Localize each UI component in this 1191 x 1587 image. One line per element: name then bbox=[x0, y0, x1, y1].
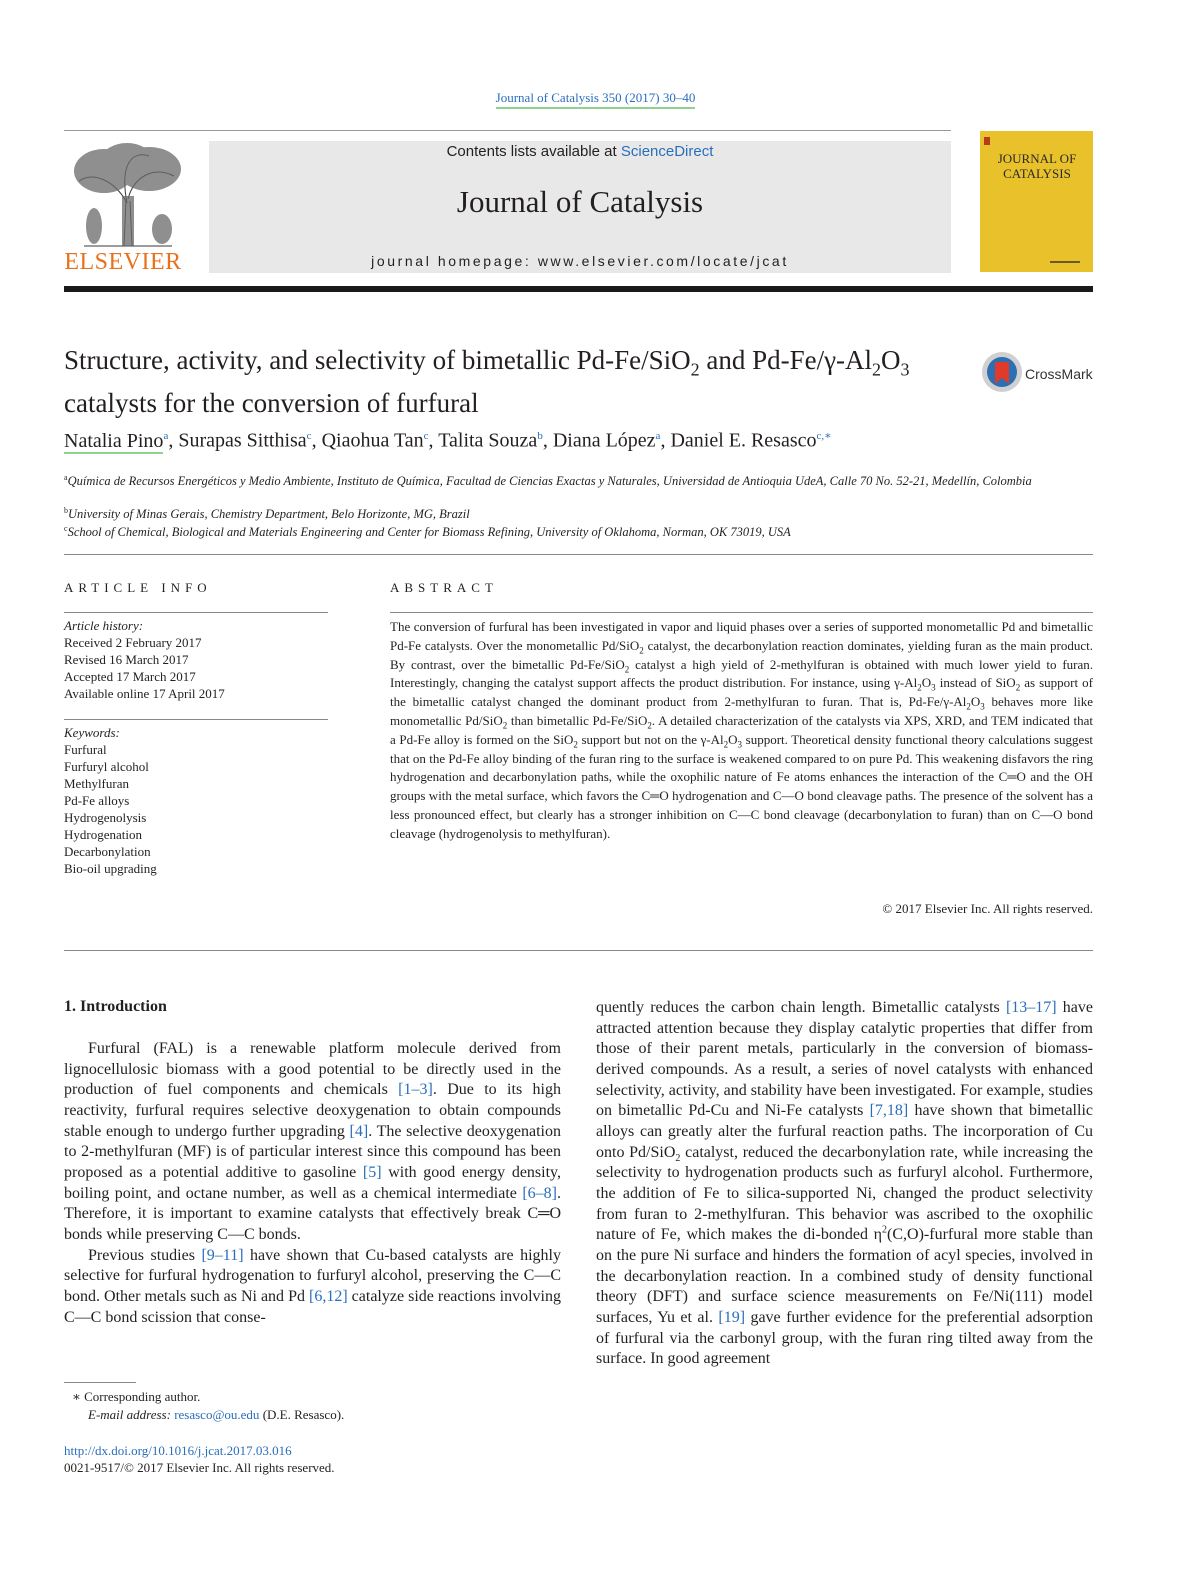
corresponding-author-note: ∗ Corresponding author. bbox=[72, 1389, 201, 1404]
corresponding-author-footnote bbox=[64, 1388, 344, 1424]
keywords-list bbox=[64, 724, 157, 877]
paragraph: quently reduces the carbon chain length. Bimetallic catalysts [13–17] have attracted attention because they display catalytic properties that differ from those of their parent metals, particularly in the conversion of biomass-derived compounds. As a result, a series of novel catalysts with enhanced selectivity, activity, and stability have been investigated. For example, studies on bimetallic Pd-Cu and Ni-Fe catalysts [7,18] have shown that bimetallic alloys can greatly alter the furfural reaction paths. The incorporation of Cu onto Pd/SiO$_2$ catalyst, reduced the decarbonylation rate, while increasing the selectivity to hydrogenation products such as furfuryl alcohol. Furthermore, the addition of Fe to silica-supported Ni, changed the product selectivity from furan to 2-methylfuran. This behavior was ascribed to the oxophilic nature of Fe, which makes the di-bonded $\eta^2(C,O)$-furfural more stable than on the pure Ni surface and hinders the formation of acyl species, involved in the decarbonylation reaction. In a combined study of density functional theory (DFT) and surface science measurements on Fe/Ni(111) model surfaces, Yu et al. [19] gave further evidence for the preferential adsorption of furfural via the carbonyl group, with the furan ring tilted away from the surface. In good agreement bbox=[596, 999, 1094, 1368]
divider bbox=[390, 612, 1093, 613]
author-name[interactable]: Diana López bbox=[552, 429, 656, 452]
divider bbox=[64, 950, 1093, 951]
history-item: Accepted 17 March 2017 bbox=[64, 669, 196, 684]
author-affiliation-marker[interactable]: c bbox=[423, 430, 429, 442]
history-item: Available online 17 April 2017 bbox=[64, 686, 225, 701]
citation-link[interactable]: [4] bbox=[349, 1122, 369, 1140]
keyword: Decarbonylation bbox=[64, 844, 151, 859]
citation-link[interactable]: [6–8] bbox=[522, 1184, 557, 1202]
affiliation-a: $^a$Química de Recursos Energéticos y Medio Ambiente, Instituto de Química, Facultad de Ciencias Exactas y Naturales, Universidad de Antioquia UdeA, Calle 70 No. 52-21, Medellín, Colombia bbox=[64, 473, 1032, 489]
body-column-right bbox=[596, 998, 1093, 1370]
affiliation-b: $^b$University of Minas Gerais, Chemistry Department, Belo Horizonte, MG, Brazil bbox=[64, 506, 470, 522]
article-history bbox=[64, 617, 225, 702]
citation-link[interactable]: [9–11] bbox=[201, 1246, 244, 1264]
divider bbox=[64, 612, 328, 613]
citation-link[interactable]: [1–3] bbox=[398, 1081, 433, 1099]
author-name[interactable]: Talita Souza bbox=[438, 429, 538, 452]
author-name[interactable]: Daniel E. Resasco bbox=[670, 429, 817, 452]
keyword: Methylfuran bbox=[64, 776, 129, 791]
sciencedirect-link[interactable]: ScienceDirect bbox=[620, 143, 714, 160]
history-item: Received 2 February 2017 bbox=[64, 635, 202, 650]
cover-title: JOURNAL OF CATALYSIS bbox=[997, 151, 1077, 181]
section-heading-introduction: 1. Introduction bbox=[64, 998, 167, 1015]
author-affiliation-marker[interactable]: a bbox=[163, 430, 169, 442]
divider bbox=[64, 719, 328, 720]
affiliation-c: $^c$School of Chemical, Biological and Materials Engineering and Center for Biomass Refining, University of Oklahoma, Norman, OK 73019, USA bbox=[64, 524, 791, 540]
keyword: Pd-Fe alloys bbox=[64, 793, 130, 808]
footnote-divider bbox=[64, 1382, 136, 1383]
author-affiliation-marker[interactable]: c bbox=[306, 430, 312, 442]
article-info-heading: ARTICLE INFO bbox=[64, 580, 212, 595]
keyword: Furfural bbox=[64, 742, 107, 757]
abstract-copyright: © 2017 Elsevier Inc. All rights reserved. bbox=[882, 901, 1093, 916]
email-suffix: (D.E. Resasco). bbox=[259, 1407, 345, 1422]
doi-link[interactable]: http://dx.doi.org/10.1016/j.jcat.2017.03.016 bbox=[64, 1443, 292, 1458]
author-affiliation-marker[interactable]: b bbox=[537, 430, 543, 442]
article-title: Structure, activity, and selectivity of bimetallic Pd-Fe/SiO$_2$ and $Pd-Fe/\gamma-Al_2O_3$ catalysts for the conversion of furfural bbox=[64, 345, 910, 419]
elsevier-wordmark: ELSEVIER bbox=[64, 249, 182, 275]
doi-block bbox=[64, 1442, 335, 1476]
journal-name: Journal of Catalysis bbox=[456, 184, 704, 219]
contents-prefix: Contents lists available at bbox=[446, 143, 621, 160]
abstract-text: The conversion of furfural has been investigated in vapor and liquid phases over a series of supported monometallic Pd and bimetallic Pd-Fe catalysts. Over the monometallic Pd/SiO$_2$ catalyst, the decarbonylation reaction dominates, yielding furan as the main product. By contrast, over the bimetallic Pd-Fe/SiO$_2$ catalyst a high yield of 2-methylfuran is obtained with much lower yield to furan. Interestingly, changing the catalyst support affects the product distribution. For instance, using $\gamma-Al_2O_3$ instead of SiO$_2$ as support of the bimetallic catalyst changed the dominant product from 2-methylfuran to furan. That is, $Pd-Fe/\gamma-Al_2O_3$ behaves more like monometallic Pd/SiO$_2$ than bimetallic Pd-Fe/SiO$_2$. A detailed characterization of the catalysts via XPS, XRD, and TEM indicated that a Pd-Fe alloy is formed on the SiO$_2$ support but not on the $\gamma-Al_2O_3$ support. Theoretical density functional theory calculations suggest that on the Pd-Fe alloy binding of the furan ring to the surface is weakened compared to on pure Pd. This weakening disfavors the ring hydrogenation and decarbonylation paths, while the oxophilic nature of Fe atoms enhances the interaction of the C═O and the OH groups with the metal surface, which favors the C═O hydrogenation and C—O bond cleavage paths. The presence of the solvent has a less pronounced effect, but clearly has a stronger inhibition on C—C bond cleavage (decarbonylation to furan) than on C—O bond cleavage (hydrogenolysis to methylfuran). bbox=[390, 619, 1094, 841]
citation-link[interactable]: [13–17] bbox=[1005, 999, 1057, 1016]
keyword: Bio-oil upgrading bbox=[64, 861, 157, 876]
history-item: Revised 16 March 2017 bbox=[64, 652, 189, 667]
contents-line bbox=[209, 143, 951, 160]
citation-link[interactable]: [19] bbox=[718, 1308, 746, 1326]
email-label: E-mail address: bbox=[88, 1407, 175, 1422]
author-name[interactable]: Surapas Sitthisa bbox=[178, 429, 307, 452]
citation-link[interactable]: [6,12] bbox=[309, 1287, 348, 1305]
abstract-heading: ABSTRACT bbox=[390, 580, 498, 595]
citation-link[interactable]: [7,18] bbox=[869, 1102, 909, 1120]
journal-homepage[interactable]: journal homepage: www.elsevier.com/locate/jcat bbox=[371, 253, 789, 269]
keyword: Hydrogenation bbox=[64, 827, 142, 842]
keyword: Hydrogenolysis bbox=[64, 810, 147, 825]
body-column-left bbox=[64, 1039, 561, 1328]
crossmark-label[interactable]: CrossMark bbox=[1025, 366, 1093, 382]
paragraph: Previous studies [9–11] have shown that Cu-based catalysts are highly selective for furfural hydrogenation to furfuryl alcohol, preserving the C—C bond. Other metals such as Ni and Pd [6,12] catalyze side reactions involving C—C bond scission that conse- bbox=[64, 1246, 562, 1326]
issn-line: 0021-9517/© 2017 Elsevier Inc. All rights reserved. bbox=[64, 1460, 335, 1475]
author-name[interactable]: Natalia Pino bbox=[64, 429, 164, 452]
top-divider bbox=[64, 130, 951, 131]
journal-citation[interactable]: Journal of Catalysis 350 (2017) 30–40 bbox=[0, 90, 1191, 106]
keyword: Furfuryl alcohol bbox=[64, 759, 149, 774]
paragraph: Furfural (FAL) is a renewable platform molecule derived from lignocellulosic biomass with a good potential to be directly used in the production of fuel components and chemicals [1–3]. Due to its high reactivity, furfural requires selective deoxygenation to obtain compounds stable enough to undergo further upgrading [4]. The selective deoxygenation to 2-methylfuran (MF) is of particular interest since this compound has been proposed as a potential additive to gasoline [5] with good energy density, boiling point, and octane number, as well as a chemical intermediate [6–8]. Therefore, it is important to examine catalysts that effectively break C═O bonds while preserving C—C bonds. bbox=[64, 1040, 561, 1243]
author-affiliation-marker[interactable]: a bbox=[655, 430, 661, 442]
history-label: Article history: bbox=[64, 618, 144, 633]
author-list: Natalia Pino$^a$, Surapas Sitthisa$^c$, Qiaohua Tan$^c$, Talita Souza$^b$, Diana López$^a$, Daniel E. Resasco$^{c,∗}$ bbox=[64, 429, 832, 452]
header-thick-rule bbox=[64, 286, 1093, 292]
author-name[interactable]: Qiaohua Tan bbox=[321, 429, 424, 452]
author-affiliation-marker[interactable]: c,∗ bbox=[816, 430, 832, 442]
email-link[interactable]: resasco@ou.edu bbox=[174, 1407, 260, 1422]
crossmark-icon[interactable] bbox=[980, 350, 1024, 394]
keywords-label: Keywords: bbox=[64, 725, 120, 740]
citation-link[interactable]: [5] bbox=[362, 1163, 382, 1181]
divider bbox=[64, 554, 1093, 555]
